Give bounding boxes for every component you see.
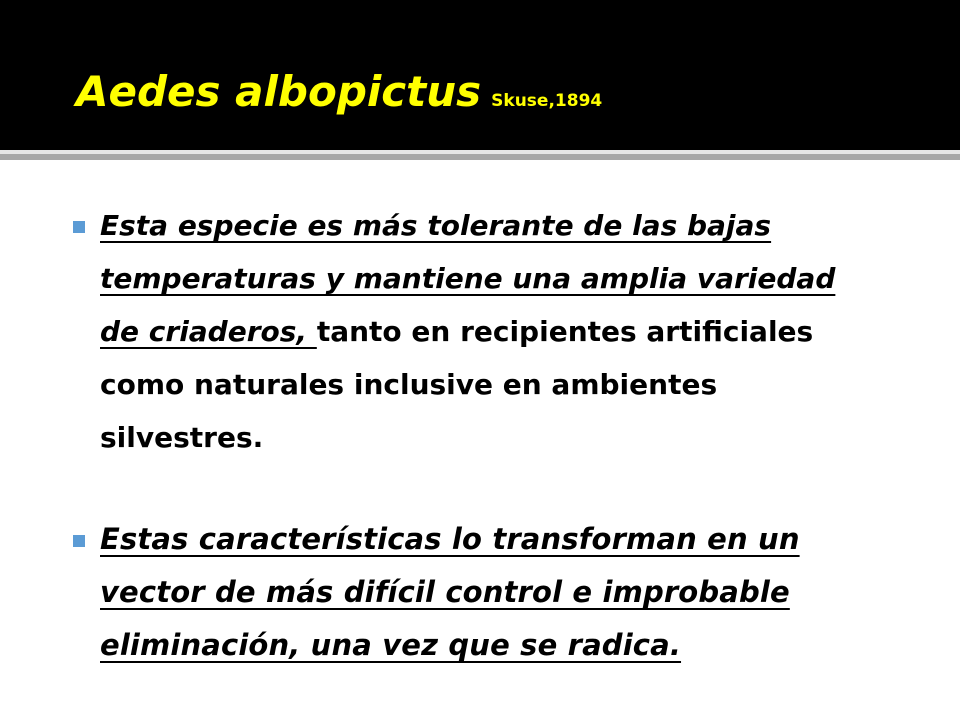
- bullet-text: [100, 199, 875, 464]
- slide-title: [76, 64, 602, 129]
- bullet-text: [100, 513, 875, 672]
- emphasized-text: Estas características lo transforman en un vector de más difícil control e improbable eliminación, una vez que se radica.: [100, 522, 800, 662]
- emphasized-text: Esta especie es más tolerante de las bajas temperaturas y mantiene una amplia variedad de criaderos,: [100, 209, 836, 348]
- plain-text: tanto en recipientes artificiales como naturales inclusive en ambientes silvestres.: [100, 315, 814, 454]
- square-bullet-icon: [73, 221, 85, 233]
- title-species-name: Aedes albopictus: [76, 67, 482, 116]
- title-author-year: Skuse,1894: [491, 91, 603, 111]
- square-bullet-icon: [73, 535, 85, 547]
- title-bar: [0, 0, 960, 150]
